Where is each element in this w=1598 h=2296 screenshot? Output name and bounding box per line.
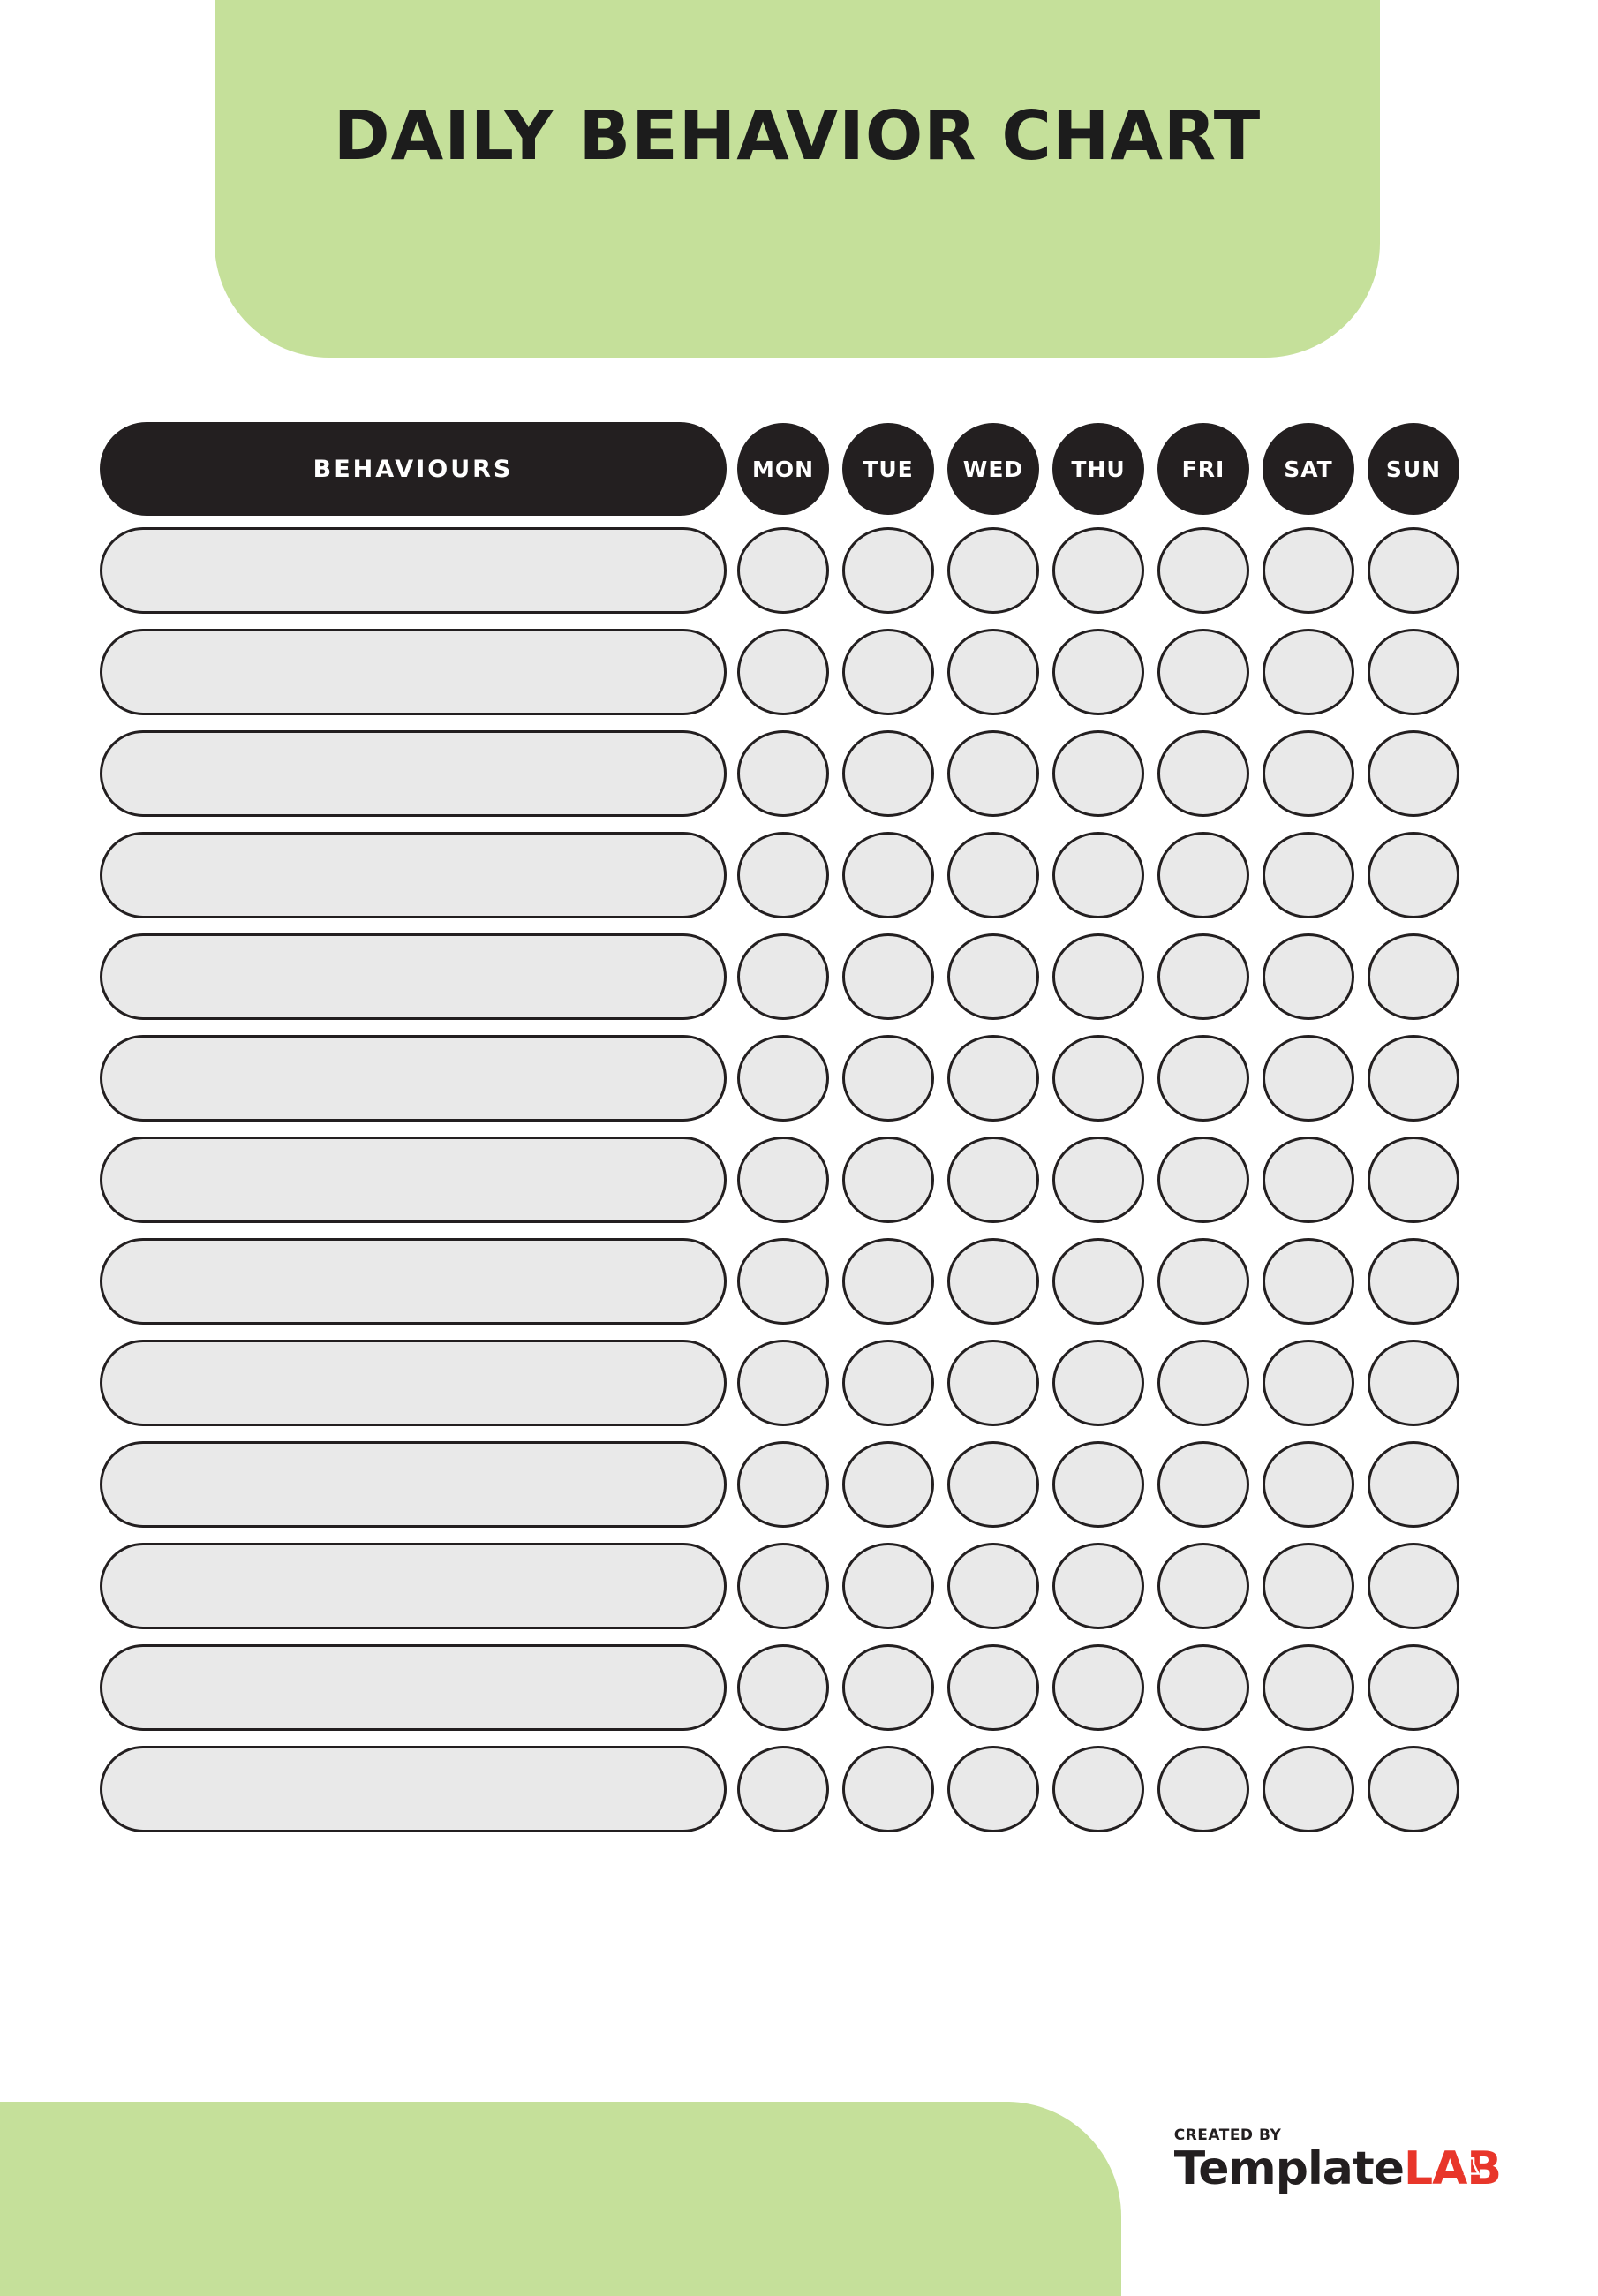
mark-cell-tue[interactable] xyxy=(842,1543,934,1629)
mark-cell-mon[interactable] xyxy=(737,1238,829,1325)
column-header-sat: SAT xyxy=(1263,423,1354,515)
mark-cell-group xyxy=(737,730,1459,817)
column-header-tue: TUE xyxy=(842,423,934,515)
mark-cell-group xyxy=(737,1543,1459,1629)
day-header-group xyxy=(737,423,1459,515)
mark-cell-tue[interactable] xyxy=(842,1340,934,1426)
mark-cell-tue[interactable] xyxy=(842,933,934,1020)
mark-cell-mon[interactable] xyxy=(737,730,829,817)
mark-cell-wed[interactable] xyxy=(947,1746,1039,1832)
mark-cell-thu[interactable] xyxy=(1052,1238,1144,1325)
table-row xyxy=(100,526,1498,615)
table-row xyxy=(100,1643,1498,1732)
column-header-mon: MON xyxy=(737,423,829,515)
mark-cell-sat[interactable] xyxy=(1263,1137,1354,1223)
behaviour-input[interactable] xyxy=(100,1543,727,1629)
mark-cell-fri[interactable] xyxy=(1157,1746,1249,1832)
mark-cell-group xyxy=(737,1441,1459,1528)
mark-cell-sun[interactable] xyxy=(1368,1441,1459,1528)
table-row xyxy=(100,831,1498,919)
footer-banner xyxy=(0,2102,1121,2296)
mark-cell-sun[interactable] xyxy=(1368,832,1459,918)
mark-cell-wed[interactable] xyxy=(947,1238,1039,1325)
table-row xyxy=(100,628,1498,716)
mark-cell-sat[interactable] xyxy=(1263,1238,1354,1325)
mark-cell-tue[interactable] xyxy=(842,629,934,715)
behaviour-input[interactable] xyxy=(100,832,727,918)
mark-cell-group xyxy=(737,527,1459,614)
mark-cell-thu[interactable] xyxy=(1052,1644,1144,1731)
brand-name xyxy=(1173,2142,1501,2195)
behaviour-input[interactable] xyxy=(100,933,727,1020)
mark-cell-fri[interactable] xyxy=(1157,1441,1249,1528)
mark-cell-group xyxy=(737,1035,1459,1122)
mark-cell-tue[interactable] xyxy=(842,1441,934,1528)
mark-cell-fri[interactable] xyxy=(1157,527,1249,614)
mark-cell-wed[interactable] xyxy=(947,1340,1039,1426)
mark-cell-sun[interactable] xyxy=(1368,629,1459,715)
mark-cell-group xyxy=(737,1340,1459,1426)
brand-name-template: Template xyxy=(1173,2142,1404,2195)
mark-cell-fri[interactable] xyxy=(1157,832,1249,918)
mark-cell-sun[interactable] xyxy=(1368,1746,1459,1832)
mark-cell-sat[interactable] xyxy=(1263,1441,1354,1528)
mark-cell-wed[interactable] xyxy=(947,1441,1039,1528)
mark-cell-mon[interactable] xyxy=(737,1035,829,1122)
mark-cell-wed[interactable] xyxy=(947,730,1039,817)
mark-cell-tue[interactable] xyxy=(842,730,934,817)
mark-cell-fri[interactable] xyxy=(1157,629,1249,715)
mark-cell-sat[interactable] xyxy=(1263,1543,1354,1629)
mark-cell-thu[interactable] xyxy=(1052,1035,1144,1122)
mark-cell-sat[interactable] xyxy=(1263,730,1354,817)
mark-cell-sat[interactable] xyxy=(1263,1340,1354,1426)
mark-cell-sat[interactable] xyxy=(1263,1746,1354,1832)
mark-cell-fri[interactable] xyxy=(1157,1238,1249,1325)
mark-cell-group xyxy=(737,933,1459,1020)
mark-cell-mon[interactable] xyxy=(737,933,829,1020)
behaviour-input[interactable] xyxy=(100,1746,727,1832)
mark-cell-tue[interactable] xyxy=(842,832,934,918)
mark-cell-group xyxy=(737,1746,1459,1832)
mark-cell-mon[interactable] xyxy=(737,1441,829,1528)
mark-cell-sat[interactable] xyxy=(1263,629,1354,715)
mark-cell-mon[interactable] xyxy=(737,1137,829,1223)
mark-cell-sun[interactable] xyxy=(1368,1035,1459,1122)
mark-cell-group xyxy=(737,832,1459,918)
table-body xyxy=(100,526,1498,1833)
mark-cell-thu[interactable] xyxy=(1052,629,1144,715)
mark-cell-fri[interactable] xyxy=(1157,1137,1249,1223)
header-banner xyxy=(215,0,1380,358)
mark-cell-group xyxy=(737,1137,1459,1223)
mark-cell-tue[interactable] xyxy=(842,1644,934,1731)
mark-cell-group xyxy=(737,1238,1459,1325)
behaviour-input[interactable] xyxy=(100,1340,727,1426)
column-header-behaviours: BEHAVIOURS xyxy=(100,422,727,516)
mark-cell-fri[interactable] xyxy=(1157,1035,1249,1122)
table-row xyxy=(100,1440,1498,1529)
mark-cell-tue[interactable] xyxy=(842,1238,934,1325)
mark-cell-sun[interactable] xyxy=(1368,527,1459,614)
table-row xyxy=(100,729,1498,818)
behaviour-input[interactable] xyxy=(100,1137,727,1223)
behaviour-input[interactable] xyxy=(100,629,727,715)
mark-cell-mon[interactable] xyxy=(737,1746,829,1832)
table-row xyxy=(100,933,1498,1021)
mark-cell-wed[interactable] xyxy=(947,1137,1039,1223)
behaviour-input[interactable] xyxy=(100,527,727,614)
mark-cell-wed[interactable] xyxy=(947,1543,1039,1629)
mark-cell-sun[interactable] xyxy=(1368,1543,1459,1629)
mark-cell-sat[interactable] xyxy=(1263,832,1354,918)
mark-cell-mon[interactable] xyxy=(737,1340,829,1426)
column-header-fri: FRI xyxy=(1157,423,1249,515)
mark-cell-wed[interactable] xyxy=(947,1644,1039,1731)
mark-cell-tue[interactable] xyxy=(842,1035,934,1122)
mark-cell-fri[interactable] xyxy=(1157,1543,1249,1629)
table-header-row xyxy=(100,422,1498,516)
table-row xyxy=(100,1034,1498,1122)
behavior-chart-table xyxy=(100,422,1498,1833)
mark-cell-sun[interactable] xyxy=(1368,1238,1459,1325)
mark-cell-wed[interactable] xyxy=(947,832,1039,918)
mark-cell-group xyxy=(737,629,1459,715)
mark-cell-sun[interactable] xyxy=(1368,730,1459,817)
mark-cell-mon[interactable] xyxy=(737,832,829,918)
mark-cell-tue[interactable] xyxy=(842,1137,934,1223)
mark-cell-thu[interactable] xyxy=(1052,527,1144,614)
mark-cell-tue[interactable] xyxy=(842,1746,934,1832)
mark-cell-sat[interactable] xyxy=(1263,527,1354,614)
mark-cell-thu[interactable] xyxy=(1052,1137,1144,1223)
mark-cell-wed[interactable] xyxy=(947,527,1039,614)
column-header-wed: WED xyxy=(947,423,1039,515)
page-title: DAILY BEHAVIOR CHART xyxy=(333,97,1262,176)
table-row xyxy=(100,1237,1498,1325)
mark-cell-thu[interactable] xyxy=(1052,730,1144,817)
mark-cell-group xyxy=(737,1644,1459,1731)
table-row xyxy=(100,1745,1498,1833)
mark-cell-fri[interactable] xyxy=(1157,730,1249,817)
brand-name-lab: LAB xyxy=(1403,2142,1501,2195)
brand-created-by-label: CREATED BY xyxy=(1173,2126,1282,2144)
behaviour-input[interactable] xyxy=(100,1035,727,1122)
mark-cell-thu[interactable] xyxy=(1052,1340,1144,1426)
brand-logo xyxy=(1173,2126,1501,2195)
mark-cell-wed[interactable] xyxy=(947,1035,1039,1122)
behaviour-input[interactable] xyxy=(100,1441,727,1528)
behaviour-input[interactable] xyxy=(100,1238,727,1325)
mark-cell-thu[interactable] xyxy=(1052,1746,1144,1832)
mark-cell-sun[interactable] xyxy=(1368,1644,1459,1731)
mark-cell-fri[interactable] xyxy=(1157,933,1249,1020)
table-row xyxy=(100,1542,1498,1630)
mark-cell-fri[interactable] xyxy=(1157,1644,1249,1731)
mark-cell-sun[interactable] xyxy=(1368,1340,1459,1426)
column-header-thu: THU xyxy=(1052,423,1144,515)
mark-cell-thu[interactable] xyxy=(1052,832,1144,918)
flask-icon-svg xyxy=(1460,2154,1483,2180)
mark-cell-thu[interactable] xyxy=(1052,1441,1144,1528)
column-header-sun: SUN xyxy=(1368,423,1459,515)
mark-cell-wed[interactable] xyxy=(947,933,1039,1020)
mark-cell-fri[interactable] xyxy=(1157,1340,1249,1426)
mark-cell-tue[interactable] xyxy=(842,527,934,614)
mark-cell-sat[interactable] xyxy=(1263,1035,1354,1122)
mark-cell-mon[interactable] xyxy=(737,1644,829,1731)
behaviour-input[interactable] xyxy=(100,1644,727,1731)
mark-cell-thu[interactable] xyxy=(1052,1543,1144,1629)
table-row xyxy=(100,1339,1498,1427)
mark-cell-mon[interactable] xyxy=(737,629,829,715)
mark-cell-mon[interactable] xyxy=(737,1543,829,1629)
mark-cell-sun[interactable] xyxy=(1368,1137,1459,1223)
mark-cell-wed[interactable] xyxy=(947,629,1039,715)
behaviour-input[interactable] xyxy=(100,730,727,817)
mark-cell-mon[interactable] xyxy=(737,527,829,614)
mark-cell-sun[interactable] xyxy=(1368,933,1459,1020)
table-row xyxy=(100,1136,1498,1224)
mark-cell-thu[interactable] xyxy=(1052,933,1144,1020)
mark-cell-sat[interactable] xyxy=(1263,1644,1354,1731)
mark-cell-sat[interactable] xyxy=(1263,933,1354,1020)
